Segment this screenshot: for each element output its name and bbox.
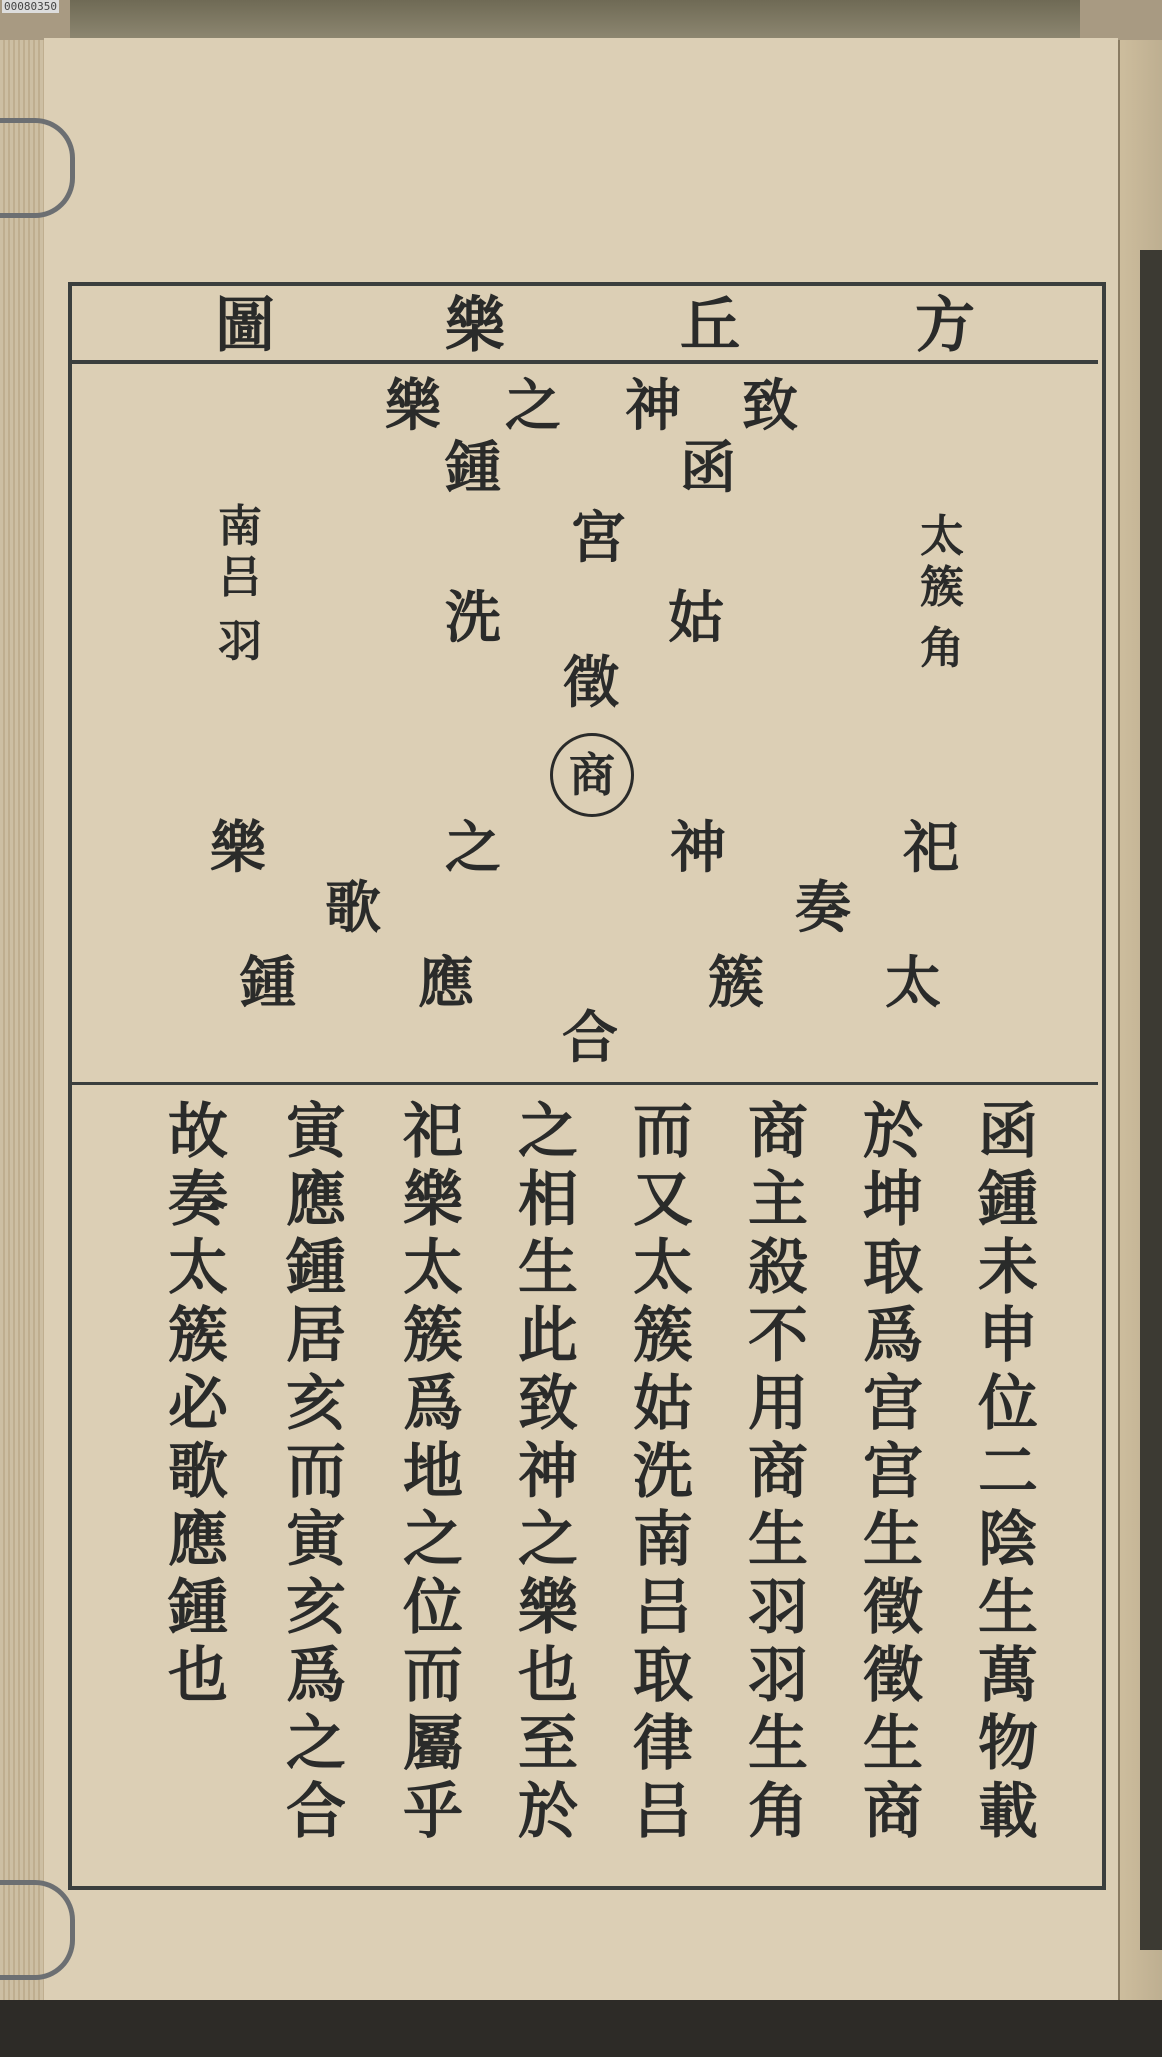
circled-shang-mark bbox=[550, 733, 634, 817]
text-char: 申 bbox=[978, 1301, 1038, 1371]
text-column bbox=[970, 1098, 1046, 1846]
title-char: 丘 bbox=[680, 291, 740, 361]
diagram-heading-char: 之 bbox=[505, 373, 561, 439]
text-char: 角 bbox=[748, 1777, 808, 1847]
text-char: 而 bbox=[403, 1641, 463, 1711]
diagram-label: 吕 bbox=[218, 552, 262, 603]
diagram-label: 簇 bbox=[708, 950, 764, 1016]
text-char: 又 bbox=[633, 1165, 693, 1235]
text-char: 應 bbox=[168, 1505, 228, 1575]
text-char: 二 bbox=[978, 1437, 1038, 1507]
text-char: 鍾 bbox=[286, 1233, 346, 1303]
diagram-label: 鍾 bbox=[445, 435, 501, 501]
text-char: 載 bbox=[978, 1777, 1038, 1847]
diagram-label: 宮 bbox=[570, 505, 626, 571]
text-char: 函 bbox=[978, 1097, 1038, 1167]
text-char: 樂 bbox=[518, 1573, 578, 1643]
title-char: 圖 bbox=[215, 291, 275, 361]
text-column bbox=[395, 1098, 471, 1846]
text-char: 亥 bbox=[286, 1369, 346, 1439]
diagram-heading-char: 樂 bbox=[385, 373, 441, 439]
text-char: 商 bbox=[863, 1777, 923, 1847]
diagram-heading-char: 致 bbox=[742, 373, 798, 439]
diagram-label: 奏 bbox=[795, 875, 851, 941]
text-char: 歌 bbox=[168, 1437, 228, 1507]
text-char: 用 bbox=[748, 1369, 808, 1439]
text-char: 屬 bbox=[403, 1709, 463, 1779]
text-char: 未 bbox=[978, 1233, 1038, 1303]
scan-bottom-edge bbox=[0, 2000, 1162, 2057]
text-column bbox=[855, 1098, 931, 1846]
diagram-label: 之 bbox=[445, 815, 501, 881]
text-char: 吕 bbox=[633, 1777, 693, 1847]
text-char: 商 bbox=[748, 1437, 808, 1507]
text-char: 取 bbox=[863, 1233, 923, 1303]
text-column bbox=[740, 1098, 816, 1846]
text-char: 乎 bbox=[403, 1777, 463, 1847]
text-char: 奏 bbox=[168, 1165, 228, 1235]
text-char: 陰 bbox=[978, 1505, 1038, 1575]
text-column bbox=[160, 1098, 236, 1710]
title-char: 方 bbox=[915, 291, 975, 361]
text-char: 殺 bbox=[748, 1233, 808, 1303]
text-char: 而 bbox=[633, 1097, 693, 1167]
title-char: 樂 bbox=[445, 291, 505, 361]
text-char: 之 bbox=[518, 1097, 578, 1167]
diagram-label: 祀 bbox=[903, 815, 959, 881]
text-char: 南 bbox=[633, 1505, 693, 1575]
book-top-edge bbox=[70, 0, 1080, 38]
text-char: 萬 bbox=[978, 1641, 1038, 1711]
text-char: 也 bbox=[518, 1641, 578, 1711]
text-char: 之 bbox=[403, 1505, 463, 1575]
text-char: 爲 bbox=[403, 1369, 463, 1439]
text-char: 鍾 bbox=[168, 1573, 228, 1643]
text-char: 吕 bbox=[633, 1573, 693, 1643]
text-char: 於 bbox=[863, 1097, 923, 1167]
text-char: 生 bbox=[978, 1573, 1038, 1643]
text-char: 亥 bbox=[286, 1573, 346, 1643]
diagram-label: 太 bbox=[920, 511, 964, 562]
diagram-label: 商 bbox=[569, 748, 615, 802]
text-char: 太 bbox=[403, 1233, 463, 1303]
text-char: 簇 bbox=[633, 1301, 693, 1371]
binding-clip-top bbox=[0, 118, 75, 218]
text-char: 羽 bbox=[748, 1641, 808, 1711]
diagram-label: 神 bbox=[670, 815, 726, 881]
diagram-label: 洗 bbox=[445, 585, 501, 651]
text-char: 居 bbox=[286, 1301, 346, 1371]
text-char: 物 bbox=[978, 1709, 1038, 1779]
text-char: 生 bbox=[748, 1505, 808, 1575]
diagram-label: 歌 bbox=[325, 875, 381, 941]
text-char: 不 bbox=[748, 1301, 808, 1371]
text-char: 祀 bbox=[403, 1097, 463, 1167]
text-char: 於 bbox=[518, 1777, 578, 1847]
text-char: 位 bbox=[403, 1573, 463, 1643]
text-column bbox=[510, 1098, 586, 1846]
scan-id-label: 00080350 bbox=[4, 0, 57, 13]
left-page-stack bbox=[0, 40, 44, 2005]
text-char: 合 bbox=[286, 1777, 346, 1847]
text-char: 必 bbox=[168, 1369, 228, 1439]
text-char: 徵 bbox=[863, 1573, 923, 1643]
diagram-label: 簇 bbox=[920, 562, 964, 613]
text-char: 主 bbox=[748, 1165, 808, 1235]
text-char: 取 bbox=[633, 1641, 693, 1711]
text-char: 應 bbox=[286, 1165, 346, 1235]
text-char: 相 bbox=[518, 1165, 578, 1235]
diagram-label: 南 bbox=[218, 501, 262, 552]
text-char: 生 bbox=[863, 1709, 923, 1779]
text-char: 寅 bbox=[286, 1505, 346, 1575]
diagram-label: 合 bbox=[562, 1005, 618, 1071]
text-char: 徵 bbox=[863, 1641, 923, 1711]
diagram-label: 鍾 bbox=[240, 950, 296, 1016]
text-char: 坤 bbox=[863, 1165, 923, 1235]
diagram-label: 姑 bbox=[668, 585, 724, 651]
diagram-separator bbox=[72, 1082, 1098, 1085]
right-binding bbox=[1140, 250, 1162, 1950]
text-char: 簇 bbox=[403, 1301, 463, 1371]
diagram-label: 羽 bbox=[218, 616, 262, 667]
diagram-label: 應 bbox=[418, 950, 474, 1016]
binding-clip-bottom bbox=[0, 1880, 75, 1980]
diagram-heading-char: 神 bbox=[625, 373, 681, 439]
text-char: 宫 bbox=[863, 1369, 923, 1439]
text-char: 至 bbox=[518, 1709, 578, 1779]
text-char: 故 bbox=[168, 1097, 228, 1167]
text-char: 寅 bbox=[286, 1097, 346, 1167]
text-char: 地 bbox=[403, 1437, 463, 1507]
text-char: 羽 bbox=[748, 1573, 808, 1643]
text-char: 爲 bbox=[286, 1641, 346, 1711]
text-char: 位 bbox=[978, 1369, 1038, 1439]
text-char: 洗 bbox=[633, 1437, 693, 1507]
text-char: 而 bbox=[286, 1437, 346, 1507]
text-char: 此 bbox=[518, 1301, 578, 1371]
text-char: 生 bbox=[518, 1233, 578, 1303]
text-char: 樂 bbox=[403, 1165, 463, 1235]
diagram-label: 角 bbox=[920, 623, 964, 674]
text-char: 宫 bbox=[863, 1437, 923, 1507]
text-char: 生 bbox=[863, 1505, 923, 1575]
diagram-label: 樂 bbox=[210, 815, 266, 881]
text-char: 也 bbox=[168, 1641, 228, 1711]
text-char: 商 bbox=[748, 1097, 808, 1167]
text-char: 之 bbox=[518, 1505, 578, 1575]
text-char: 生 bbox=[748, 1709, 808, 1779]
diagram-label: 太 bbox=[885, 950, 941, 1016]
text-char: 之 bbox=[286, 1709, 346, 1779]
diagram-label: 徵 bbox=[563, 650, 619, 716]
text-char: 神 bbox=[518, 1437, 578, 1507]
text-char: 太 bbox=[168, 1233, 228, 1303]
text-char: 爲 bbox=[863, 1301, 923, 1371]
text-char: 姑 bbox=[633, 1369, 693, 1439]
text-char: 律 bbox=[633, 1709, 693, 1779]
text-column bbox=[278, 1098, 354, 1846]
text-char: 鍾 bbox=[978, 1165, 1038, 1235]
text-column bbox=[625, 1098, 701, 1846]
diagram-label: 函 bbox=[680, 435, 736, 501]
text-char: 致 bbox=[518, 1369, 578, 1439]
text-char: 太 bbox=[633, 1233, 693, 1303]
text-char: 簇 bbox=[168, 1301, 228, 1371]
